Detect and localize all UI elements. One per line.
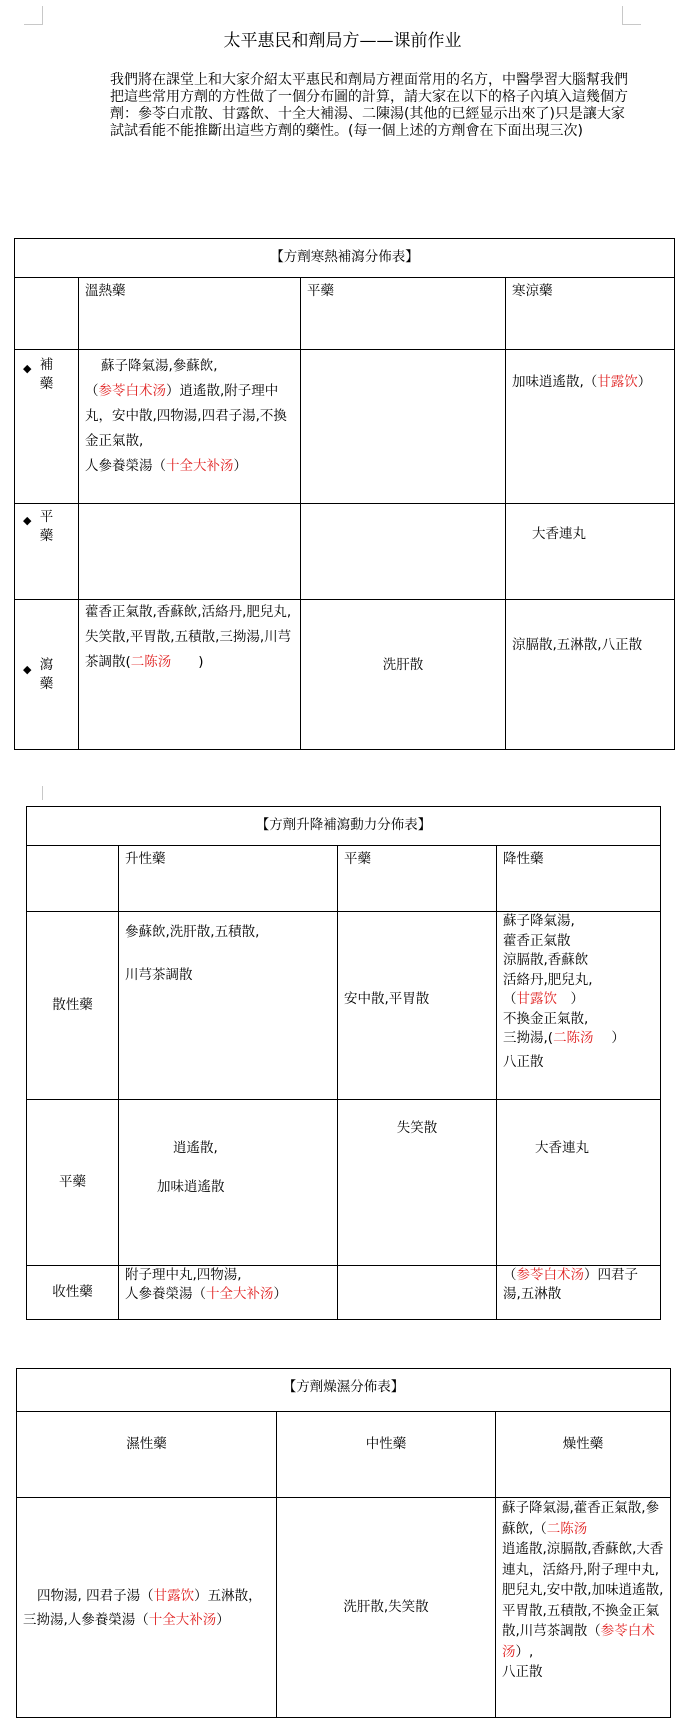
answer-text: 参苓白术汤	[502, 1623, 655, 1660]
header-cold: 寒涼藥	[506, 278, 675, 350]
header-descend: 降性藥	[497, 846, 661, 912]
answer-text: 二陈汤	[553, 1030, 594, 1046]
answer-text: 二陈汤	[546, 1520, 588, 1537]
cell-neutral-astringe	[338, 1266, 497, 1320]
answer-text: 参苓白术汤	[516, 1267, 584, 1283]
diamond-bullet: ◆	[23, 514, 32, 527]
dry-wet-table	[16, 1368, 671, 1718]
cell-neutral-purge: 洗肝散	[301, 600, 506, 750]
table-caption: 【方劑升降補瀉動力分佈表】	[27, 807, 661, 846]
row-label-disperse: 散性藥	[27, 912, 119, 1100]
cell-dry: 蘇子降氣湯,藿香正氣散,參蘇飲,（二陈汤 逍遙散,涼膈散,香蘇飲,大香連丸，活絡丹,附子理中丸,肥兒丸,安中散,加味逍遙散,平胃散,五積散,不換金正氣散,川芎茶調散（参苓白术汤）, 八正散	[496, 1498, 671, 1718]
row-label-text: 補藥	[39, 357, 54, 392]
cell-cold-purge: 涼膈散,五淋散,八正散	[506, 600, 675, 750]
cell-descend-neutral: 大香連丸	[497, 1100, 661, 1266]
cell-ascend-neutral: 逍遙散, 加味逍遙散	[119, 1100, 338, 1266]
cell-neutral-disperse: 安中散,平胃散	[338, 912, 497, 1100]
intro-paragraph: 我們將在課堂上和大家介紹太平惠民和劑局方裡面常用的名方，中醫學習大腦幫我們把這些常用方劑的方性做了一個分布圖的計算，請大家在以下的格子內填入這幾個方劑：參苓白朮散、甘露飲、十全大補湯、二陳湯(其他的已經显示出來了)只是讓大家試試看能不能推斷出這些方劑的藥性。(每一個上述的方劑會在下面出現三次)	[110, 72, 628, 139]
cell-descend-disperse: 蘇子降氣湯, 藿香正氣散 涼膈散,香蘇飲 活絡丹,肥兒丸, （甘露饮 ） 不換金正氣散, 三拗湯,(二陈汤 ） 八正散	[497, 912, 661, 1100]
row-label-neutral	[15, 504, 79, 600]
header-blank	[27, 846, 119, 912]
document-title: 太平惠民和劑局方——课前作业	[223, 31, 462, 51]
cell-neutral-neutral: 失笑散	[338, 1100, 497, 1266]
answer-text: 甘露饮	[597, 374, 638, 390]
header-neutral: 平藥	[338, 846, 497, 912]
row-label-astringe: 收性藥	[27, 1266, 119, 1320]
cell-cold-neutral: 大香連丸	[506, 504, 675, 600]
header-wet: 濕性藥	[17, 1412, 277, 1498]
cell-neutral: 洗肝散,失笑散	[277, 1498, 496, 1718]
answer-text: 十全大补汤	[206, 1286, 274, 1302]
cell-ascend-disperse: 參蘇飲,洗肝散,五積散, 川芎茶調散	[119, 912, 338, 1100]
cell-neutral-neutral	[301, 504, 506, 600]
cell-neutral-tonify	[301, 350, 506, 504]
answer-text: 甘露饮	[516, 991, 557, 1007]
row-label-text: 平藥	[39, 509, 54, 544]
row-label-tonify	[15, 350, 79, 504]
cold-heat-table	[14, 238, 675, 750]
table-caption: 【方劑燥濕分佈表】	[17, 1369, 671, 1412]
header-blank	[15, 278, 79, 350]
answer-text: 参苓白术汤	[98, 383, 166, 399]
header-neutral: 中性藥	[277, 1412, 496, 1498]
header-ascend: 升性藥	[119, 846, 338, 912]
cell-cold-tonify: 加味逍遙散,（甘露饮）	[506, 350, 675, 504]
row-label-purge	[15, 600, 79, 750]
page-corner-mark	[622, 6, 641, 25]
header-dry: 燥性藥	[496, 1412, 671, 1498]
cell-descend-astringe: （参苓白术汤）四君子湯,五淋散	[497, 1266, 661, 1320]
diamond-bullet: ◆	[23, 362, 32, 375]
ascend-descend-table	[26, 806, 661, 1320]
page-corner-mark	[24, 6, 43, 25]
cell-wet: 四物湯, 四君子湯（甘露饮）五淋散，三拗湯,人參養榮湯（十全大补汤）	[17, 1498, 277, 1718]
answer-text: 十全大补汤	[166, 458, 234, 474]
cell-warm-purge: 藿香正氣散,香蘇飲,活絡丹,肥兒丸,失笑散,平胃散,五積散,三拗湯,川芎茶調散(二陈汤 )	[79, 600, 301, 750]
cell-warm-neutral	[79, 504, 301, 600]
answer-text: 十全大补汤	[148, 1611, 217, 1628]
row-label-text: 瀉藥	[39, 657, 54, 692]
header-neutral: 平藥	[301, 278, 506, 350]
page-corner-mark	[28, 786, 43, 800]
diamond-bullet: ◆	[23, 663, 32, 676]
header-warm: 溫熱藥	[79, 278, 301, 350]
table-caption: 【方劑寒熱補瀉分佈表】	[15, 239, 675, 278]
row-label-neutral: 平藥	[27, 1100, 119, 1266]
cell-warm-tonify: 蘇子降氣湯,參蘇飲, （参苓白术汤）逍遙散,附子理中丸，安中散,四物湯,四君子湯,不換金正氣散, 人參養榮湯（十全大补汤）	[79, 350, 301, 504]
answer-text: 二陈汤	[130, 654, 172, 670]
answer-text: 甘露饮	[153, 1587, 195, 1604]
cell-ascend-astringe: 附子理中丸,四物湯, 人參養榮湯（十全大补汤）	[119, 1266, 338, 1320]
